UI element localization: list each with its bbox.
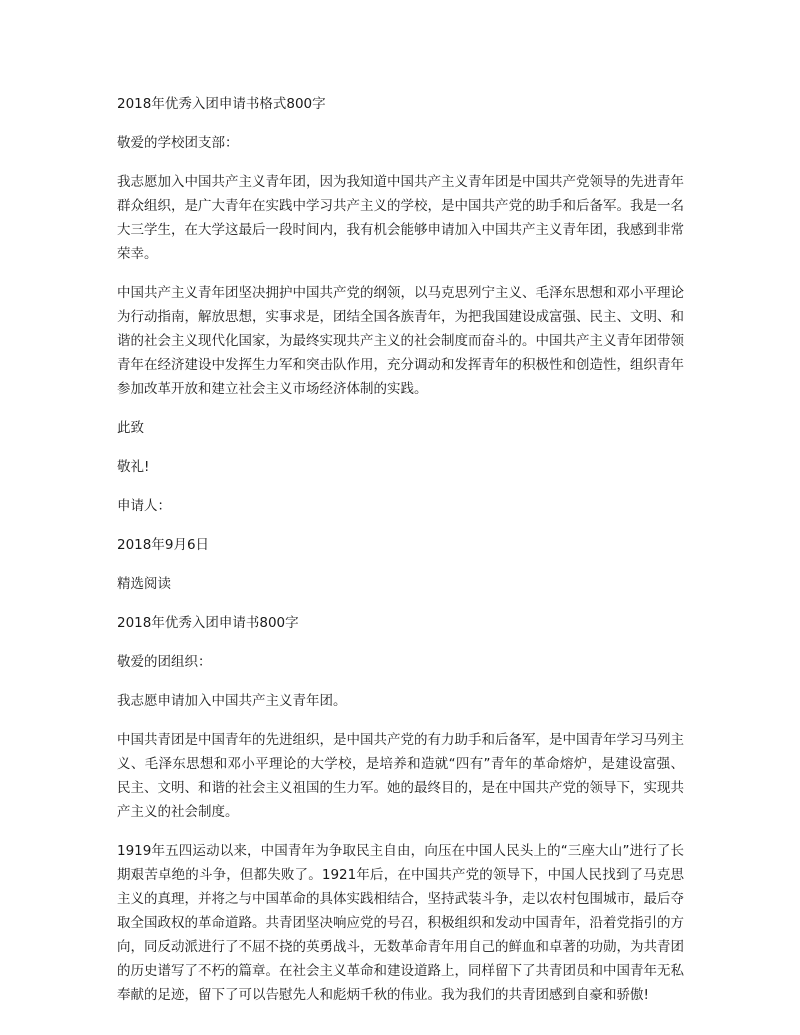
paragraph-2: 中国共产主义青年团坚决拥护中国共产党的纲领，以马克思列宁主义、毛泽东思想和邓小平理论为行动指南，解放思想，实事求是，团结全国各族青年，为把我国建设成富强、民主、文明、和谐的社会主义现代化国家，为最终实现共产主义的社会制度而奋斗的。中国共产主义青年团带领青年在经济建设中发挥生力军和突击队作用，充分调动和发挥青年的积极性和创造性，组织青年参加改革开放和建立社会主义市场经济体制的实践。 [117,285,684,397]
featured-paragraph-2: 1919年五四运动以来，中国青年为争取民主自由，向压在中国人民头上的“三座大山”进行了长期艰苦卓绝的斗争，但都失败了。1921年后，在中国共产党的领导下，中国人民找到了马克思主义的真理，并将之与中国革命的具体实践相结合，坚持武装斗争，走以农村包围城市，最后夺取全国政权的革命道路。共青团坚决响应党的号召，积极组织和发动中国青年，沿着党指引的方向，同反动派进行了不屈不挠的英勇战斗，无数革命青年用自己的鲜血和卓著的功勋，为共青团的历史谱写了不朽的篇章。在社会主义革命和建设道路上，同样留下了共青团员和中国青年无私奉献的足迹，留下了可以告慰先人和彪炳千秋的伟业。我为我们的共青团感到自豪和骄傲! [117,843,684,1003]
featured-title: 2018年优秀入团申请书800字 [117,615,299,631]
document-title: 2018年优秀入团申请书格式800字 [117,96,326,112]
closing-2: 敬礼! [117,459,150,475]
closing-1: 此致 [117,420,144,436]
document-page [117,92,684,1022]
featured-salutation: 敬爱的团组织： [117,654,212,670]
paragraph-1: 我志愿加入中国共产主义青年团，因为我知道中国共产主义青年团是中国共产党领导的先进青年群众组织，是广大青年在实践中学习共产主义的学校，是中国共产党的助手和后备军。我是一名大三学生，在大学这最后一段时间内，我有机会能够申请加入中国共产主义青年团，我感到非常荣幸。 [117,174,684,262]
date: 2018年9月6日 [117,537,210,553]
featured-heading: 精选阅读 [117,576,171,592]
salutation: 敬爱的学校团支部： [117,135,239,151]
applicant-label: 申请人： [117,498,171,514]
featured-opening: 我志愿申请加入中国共产主义青年团。 [117,693,347,709]
featured-paragraph-1: 中国共青团是中国青年的先进组织，是中国共产党的有力助手和后备军，是中国青年学习马列主义、毛泽东思想和邓小平理论的大学校，是培养和造就“四有”青年的革命熔炉，是建设富强、民主、文明、和谐的社会主义祖国的生力军。她的最终目的，是在中国共产党的领导下，实现共产主义的社会制度。 [117,732,684,820]
